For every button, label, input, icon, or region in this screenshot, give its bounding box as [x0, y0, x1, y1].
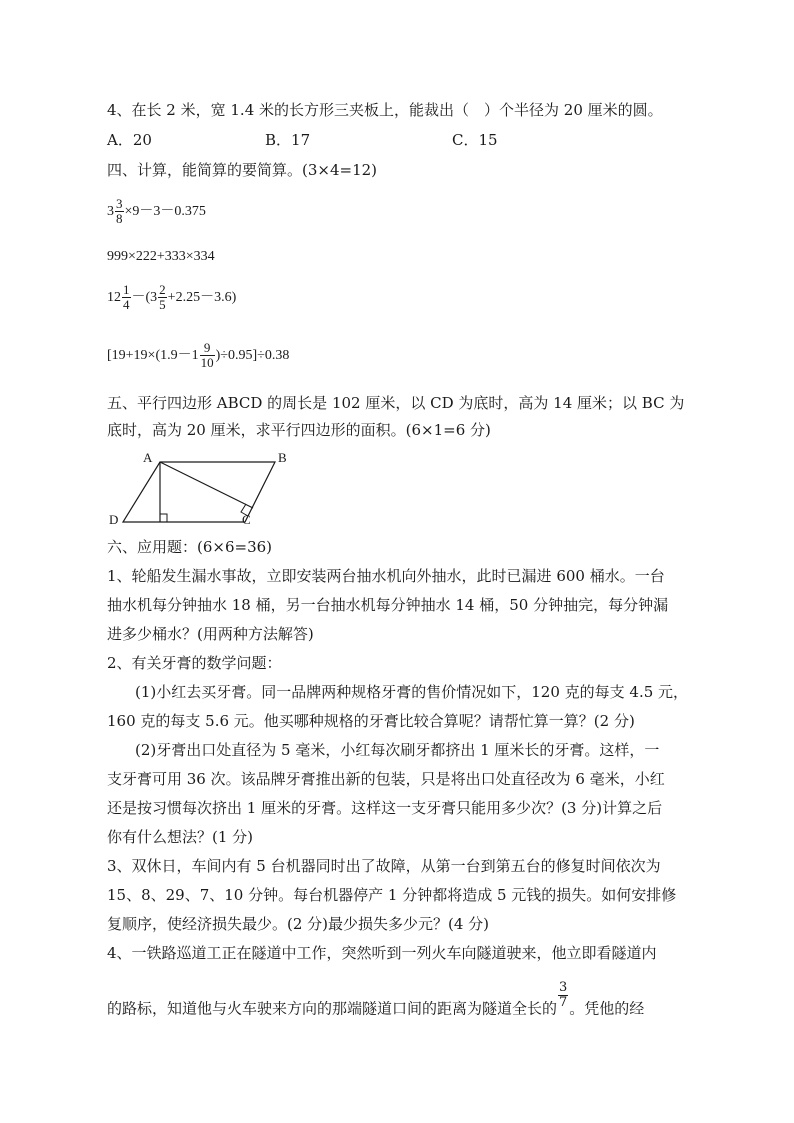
problem-2-sub-2-line-4: 你有什么想法？(1 分) [107, 828, 254, 846]
problem-2-sub-1-line-2: 160 克的每支 5.6 元。他买哪种规格的牙膏比较合算呢？请帮忙算一算？(2 分) [107, 712, 635, 730]
problem-4-line-2: 的路标，知道他与火车驶来方向的那端隧道口间的距离为隧道全长的 $\frac{3}{7}$ 。凭他的经 [107, 980, 645, 1018]
problem-2-sub-2-line-1: (2)牙膏出口处直径为 5 毫米，小红每次刷牙都挤出 1 厘米长的牙膏。这样，一 [135, 741, 660, 759]
problem-3-line-1: 3、双休日，车间内有 5 台机器同时出了故障，从第一台到第五台的修复时间依次为 [107, 857, 661, 875]
problem-2-sub-2-line-3: 还是按习惯每次挤出 1 厘米的牙膏。这样这一支牙膏只能用多少次？(3 分)计算之后 [107, 799, 663, 817]
height-to-bc [160, 462, 253, 508]
option-a: A．20 [107, 131, 152, 149]
problem-3-line-2: 15、8、29、7、10 分钟。每台机器停产 1 分钟都将造成 5 元钱的损失。如何安排修 [107, 886, 677, 904]
right-angle-mark-1 [160, 514, 167, 522]
problem-2-sub-2-line-2: 支牙膏可用 36 次。该品牌牙膏推出新的包装，只是将出口处直径改为 6 毫米，小红 [107, 770, 665, 788]
section-5-line-1: 五、平行四边形 ABCD 的周长是 102 厘米，以 CD 为底时，高为 14 厘米；以 BC 为 [107, 394, 685, 412]
vertex-label-c: C [242, 512, 251, 527]
option-b: B．17 [265, 131, 311, 149]
problem-1-line-1: 1、轮船发生漏水事故，立即安装两台抽水机向外抽水，此时已漏进 600 桶水。一台 [107, 567, 665, 585]
problem-2-title: 2、有关牙膏的数学问题： [107, 654, 282, 672]
expression-2: 999×222+333×334 [107, 249, 215, 264]
problem-2-sub-1-line-1: (1)小红去买牙膏。同一品牌两种规格牙膏的售价情况如下，120 克的每支 4.5 元， [135, 683, 689, 701]
problem-4-line-1: 4、一铁路巡道工正在隧道中工作，突然听到一列火车向隧道驶来，他立即看隧道内 [107, 944, 657, 962]
expression-1: 3 $\frac{3}{8}$ ×9－3－0.375 [107, 196, 206, 227]
parallelogram-shape [123, 462, 275, 522]
vertex-label-a: A [143, 450, 153, 465]
problem-1-line-3: 进多少桶水？(用两种方法解答) [107, 625, 314, 643]
question-4-text: 4、在长 2 米，宽 1.4 米的长方形三夹板上，能裁出（ ）个半径为 20 厘米的圆。 [107, 101, 663, 119]
section-4-title: 四、计算，能简算的要简算。(3×4=12) [107, 161, 378, 179]
vertex-label-d: D [109, 512, 119, 527]
problem-3-line-3: 复顺序，使经济损失最少。(2 分)最少损失多少元？(4 分) [107, 915, 490, 933]
expression-3: 12 $\frac{1}{4}$ －(3 $\frac{2}{5}$ +2.25－3.6) [107, 282, 237, 313]
expression-4: [19+19×(1.9－1 $\frac{9}{10}$ )÷0.95]÷0.38 [107, 340, 290, 371]
section-6-title: 六、应用题：(6×6=36) [107, 538, 273, 556]
option-c: C．15 [452, 131, 498, 149]
parallelogram-diagram [105, 448, 305, 528]
problem-1-line-2: 抽水机每分钟抽水 18 桶，另一台抽水机每分钟抽水 14 桶，50 分钟抽完，每分钟漏 [107, 596, 669, 614]
vertex-label-b: B [278, 450, 287, 465]
section-5-line-2: 底时，高为 20 厘米，求平行四边形的面积。(6×1=6 分) [107, 421, 491, 439]
